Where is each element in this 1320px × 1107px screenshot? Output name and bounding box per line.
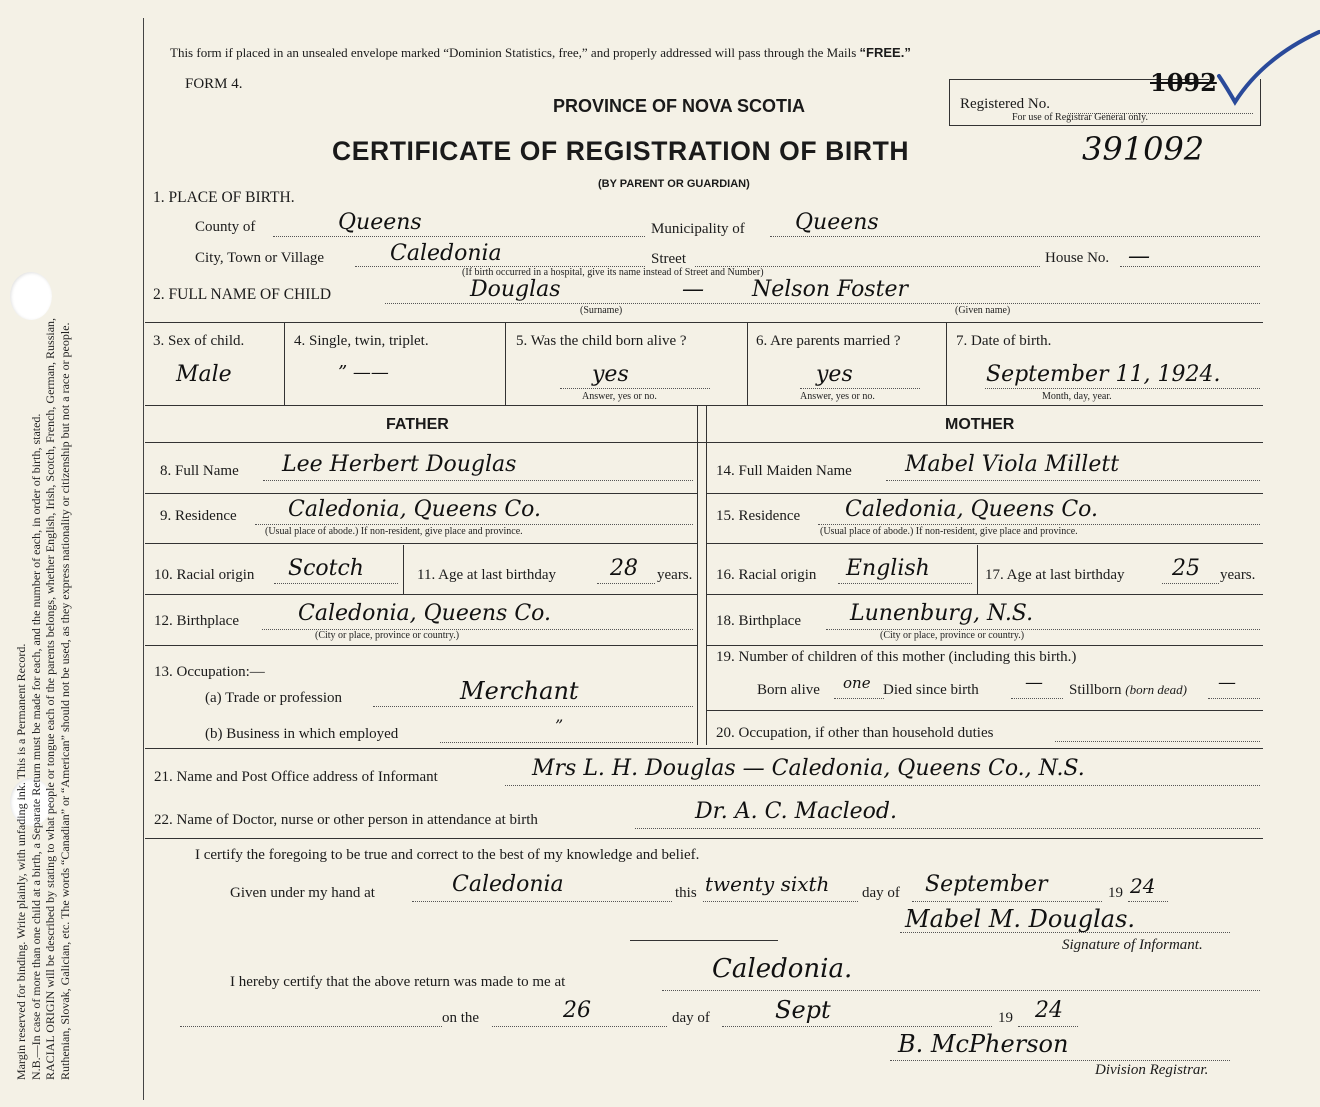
child-surname: Douglas: [470, 277, 561, 302]
row3-bottom-border: [145, 405, 1263, 406]
parents-heading-rule: [145, 442, 1263, 443]
registrar-on-the-label: on the: [442, 1010, 480, 1026]
informant-line: [505, 785, 1260, 786]
mother-birthplace-label: 18. Birthplace: [716, 613, 801, 629]
margin-note-racial-origin-cont: Ruthenian, Slovak, Galician, etc. The words “Canadian” or “American” should not be used, as they express nationality or citizenship but not a race or people.: [57, 322, 72, 1080]
given-under-hand-label: Given under my hand at: [230, 885, 375, 901]
sex-label: 3. Sex of child.: [153, 333, 245, 349]
date-of-birth-label: 7. Date of birth.: [956, 333, 1052, 349]
attendant-label: 22. Name of Doctor, nurse or other person in attendance at birth: [154, 812, 538, 828]
father-birthplace-value: Caledonia, Queens Co.: [298, 601, 552, 626]
father-residence-note: (Usual place of abode.) If non-resident, give place and province.: [265, 526, 523, 537]
business-label: (b) Business in which employed: [205, 726, 399, 742]
registered-no-label: Registered No.: [960, 96, 1050, 112]
row-name-bottom-left: [145, 493, 697, 494]
row3-divider-3: [747, 322, 748, 405]
parents-married-note: Answer, yes or no.: [800, 391, 875, 402]
child-name-line: [385, 303, 1260, 304]
parents-married-line: [800, 388, 920, 389]
mother-residence-note: (Usual place of abode.) If non-resident, give place and province.: [820, 526, 1078, 537]
plurality-value: ” ——: [338, 362, 389, 383]
mother-name-label: 14. Full Maiden Name: [716, 463, 852, 479]
plurality-label: 4. Single, twin, triplet.: [294, 333, 429, 349]
row-race-bottom-right: [706, 594, 1263, 595]
registrar-year-suffix: 24: [1035, 998, 1063, 1023]
date-of-birth-line: [985, 388, 1260, 389]
given-day-line: [703, 901, 858, 902]
given-month-value: September: [925, 872, 1048, 897]
place-of-birth-label: 1. PLACE OF BIRTH.: [153, 189, 295, 206]
father-residence-line: [255, 524, 693, 525]
given-year-prefix: 19: [1108, 885, 1123, 901]
margin-notes: [14, 40, 72, 1080]
municipality-value: Queens: [795, 210, 879, 235]
mother-age-label: 17. Age at last birthday: [985, 567, 1125, 583]
surname-note: (Surname): [580, 305, 623, 316]
mother-race-divider: [977, 545, 978, 594]
given-place-line: [412, 901, 672, 902]
father-race-label: 10. Racial origin: [154, 567, 255, 583]
county-line: [273, 236, 645, 237]
stillborn-line: [1208, 698, 1260, 699]
mother-occupation-line: [1055, 741, 1260, 742]
father-heading: FATHER: [386, 416, 449, 433]
attendant-value: Dr. A. C. Macleod.: [695, 799, 897, 824]
child-given-name: Nelson Foster: [752, 277, 908, 302]
business-line: [440, 742, 693, 743]
mother-birthplace-note: (City or place, province or country.): [880, 630, 1025, 641]
died-label: Died since birth: [883, 682, 979, 698]
mother-age-value: 25: [1172, 556, 1200, 581]
row-birthplace-bottom-right: [706, 645, 1263, 646]
mother-race-label: 16. Racial origin: [716, 567, 817, 583]
trade-value: Merchant: [460, 677, 579, 705]
registrar-statement: I hereby certify that the above return was made to me at: [230, 974, 566, 990]
city-value: Caledonia: [390, 241, 502, 266]
county-label: County of: [195, 219, 256, 235]
trade-line: [373, 706, 693, 707]
margin-note-binding: Margin reserved for binding. Write plainly, with unfading ink. This is a Permanent Record.: [14, 643, 28, 1080]
certificate-title: CERTIFICATE OF REGISTRATION OF BIRTH: [332, 136, 910, 166]
mail-notice-free: “FREE.”: [859, 45, 911, 60]
row3-divider-1: [284, 322, 285, 405]
parents-center-divider-right: [706, 405, 707, 745]
row3-divider-4: [946, 322, 947, 405]
municipality-label: Municipality of: [651, 221, 745, 237]
born-alive-line: [560, 388, 710, 389]
certification-statement: I certify the foregoing to be true and correct to the best of my knowledge and belief.: [195, 847, 700, 863]
registrar-signature-label: Division Registrar.: [1095, 1062, 1209, 1078]
died-value: —: [1025, 672, 1043, 693]
hospital-note: (If birth occurred in a hospital, give its name instead of Street and Number): [462, 267, 764, 278]
row3-top-border: [145, 322, 1263, 323]
registrar-separator-rule: [630, 940, 778, 941]
mother-age-line: [1162, 583, 1219, 584]
attendant-line: [635, 828, 1260, 829]
registered-no-struck: 1092: [1150, 68, 1217, 97]
registrar-signature-line: [890, 1060, 1230, 1061]
date-of-birth-value: September 11, 1924.: [986, 362, 1221, 387]
municipality-line: [770, 236, 1260, 237]
registrar-month-line: [722, 1026, 992, 1027]
registrar-place-value: Caledonia.: [712, 954, 853, 984]
informant-value: Mrs L. H. Douglas — Caledonia, Queens Co., N.S.: [532, 756, 1085, 781]
stillborn-label: [1069, 682, 1187, 699]
father-birthplace-note: (City or place, province or country.): [315, 630, 460, 641]
parents-center-divider-left: [697, 405, 698, 745]
certification-rule: [145, 838, 1263, 839]
given-name-note: (Given name): [955, 305, 1011, 316]
house-label: House No.: [1045, 250, 1110, 266]
row-race-bottom-left: [145, 594, 697, 595]
stillborn-note: (born dead): [1125, 682, 1188, 697]
certificate-number: 391092: [1082, 130, 1205, 168]
died-line: [1011, 698, 1063, 699]
father-name-line: [263, 480, 693, 481]
given-year-suffix: 24: [1130, 874, 1156, 898]
mother-race-value: English: [846, 556, 930, 581]
father-birthplace-label: 12. Birthplace: [154, 613, 239, 629]
registrar-day-line: [492, 1026, 667, 1027]
margin-note-multiple-births: N.B.—In case of more than one child at a birth, a Separate Return must be made for each, and the number of each, in order of birth, stated.: [28, 413, 43, 1080]
informant-signature: Mabel M. Douglas.: [905, 905, 1136, 933]
city-label: City, Town or Village: [195, 250, 325, 266]
father-name-value: Lee Herbert Douglas: [282, 452, 517, 477]
parents-married-label: 6. Are parents married ?: [756, 333, 901, 349]
registrar-use-only: For use of Registrar General only.: [1012, 112, 1148, 123]
informant-signature-label: Signature of Informant.: [1062, 937, 1203, 953]
sex-value: Male: [176, 362, 232, 387]
children-count-label: 19. Number of children of this mother (including this birth.): [716, 649, 1077, 665]
father-race-line: [274, 583, 398, 584]
row-name-bottom-right: [706, 493, 1263, 494]
registrar-left-line: [180, 1026, 442, 1027]
mail-notice: [170, 45, 911, 61]
row3-divider-2: [505, 322, 506, 405]
row-residence-bottom-right: [706, 543, 1263, 544]
checkmark-icon: [1215, 28, 1320, 108]
row-children-bottom-right: [706, 710, 1263, 711]
registrar-month-value: Sept: [775, 996, 831, 1024]
mother-occupation-label: 20. Occupation, if other than household duties: [716, 725, 994, 741]
county-value: Queens: [338, 210, 422, 235]
mother-residence-label: 15. Residence: [716, 508, 801, 524]
father-residence-value: Caledonia, Queens Co.: [288, 497, 542, 522]
mother-heading: MOTHER: [945, 416, 1015, 433]
parents-married-value: yes: [816, 362, 853, 387]
informant-label: 21. Name and Post Office address of Informant: [154, 769, 438, 785]
registrar-year-line: [1018, 1026, 1078, 1027]
born-alive-value: yes: [592, 362, 629, 387]
registrar-day-of-label: day of: [672, 1010, 710, 1026]
father-name-label: 8. Full Name: [160, 463, 239, 479]
binding-margin-rule: [143, 18, 144, 1100]
registrar-year-prefix: 19: [998, 1010, 1013, 1026]
mother-name-value: Mabel Viola Millett: [905, 452, 1120, 477]
mother-residence-line: [818, 524, 1260, 525]
row-birthplace-bottom-left: [145, 645, 697, 646]
stillborn-value: —: [1218, 672, 1236, 693]
form-number: FORM 4.: [185, 76, 243, 92]
father-age-label: 11. Age at last birthday: [417, 567, 556, 583]
trade-label: (a) Trade or profession: [205, 690, 343, 706]
street-label: Street: [651, 251, 686, 267]
born-alive-note: Answer, yes or no.: [582, 391, 657, 402]
registrar-day-value: 26: [563, 998, 591, 1023]
date-of-birth-note: Month, day, year.: [1042, 391, 1112, 402]
certificate-subtitle: (BY PARENT OR GUARDIAN): [598, 178, 750, 190]
child-name-dash: —: [682, 277, 704, 302]
born-alive-count-label: Born alive: [757, 682, 820, 698]
mail-notice-text: This form if placed in an unsealed envelope marked “Dominion Statistics, free,” and properly addressed will pass through the Mails: [170, 45, 857, 60]
margin-note-racial-origin: RACIAL ORIGIN will be described by stating to what people or tongue each of the parents belongs, whether English, Irish, Scotch, French, German, Russian,: [43, 317, 57, 1080]
mother-age-years: years.: [1220, 567, 1256, 583]
child-name-label: 2. FULL NAME OF CHILD: [153, 286, 332, 303]
father-age-line: [597, 583, 655, 584]
row-occupation-bottom: [145, 748, 1263, 749]
father-race-divider: [403, 545, 404, 594]
province-heading: PROVINCE OF NOVA SCOTIA: [553, 96, 806, 116]
stillborn-label-text: Stillborn: [1069, 682, 1122, 698]
given-year-line: [1128, 901, 1168, 902]
mother-race-line: [838, 583, 972, 584]
father-age-value: 28: [610, 556, 638, 581]
mother-birthplace-value: Lunenburg, N.S.: [850, 601, 1034, 626]
born-alive-count-value: one: [843, 674, 871, 692]
row-residence-bottom-left: [145, 543, 697, 544]
born-alive-count-line: [834, 698, 884, 699]
father-residence-label: 9. Residence: [160, 508, 237, 524]
mother-name-line: [886, 480, 1260, 481]
given-this-label: this: [675, 885, 697, 901]
mother-residence-value: Caledonia, Queens Co.: [845, 497, 1099, 522]
given-day-value: twenty sixth: [705, 872, 830, 896]
father-occupation-label: 13. Occupation:—: [154, 664, 265, 680]
registrar-signature: B. McPherson: [898, 1030, 1069, 1058]
registrar-place-line: [662, 990, 1260, 991]
given-day-of-label: day of: [862, 885, 900, 901]
father-race-value: Scotch: [288, 556, 364, 581]
business-value: ”: [555, 716, 564, 735]
born-alive-label: 5. Was the child born alive ?: [516, 333, 687, 349]
house-value: —: [1128, 244, 1150, 269]
given-place-value: Caledonia: [452, 872, 564, 897]
given-month-line: [912, 901, 1102, 902]
father-age-years: years.: [657, 567, 693, 583]
